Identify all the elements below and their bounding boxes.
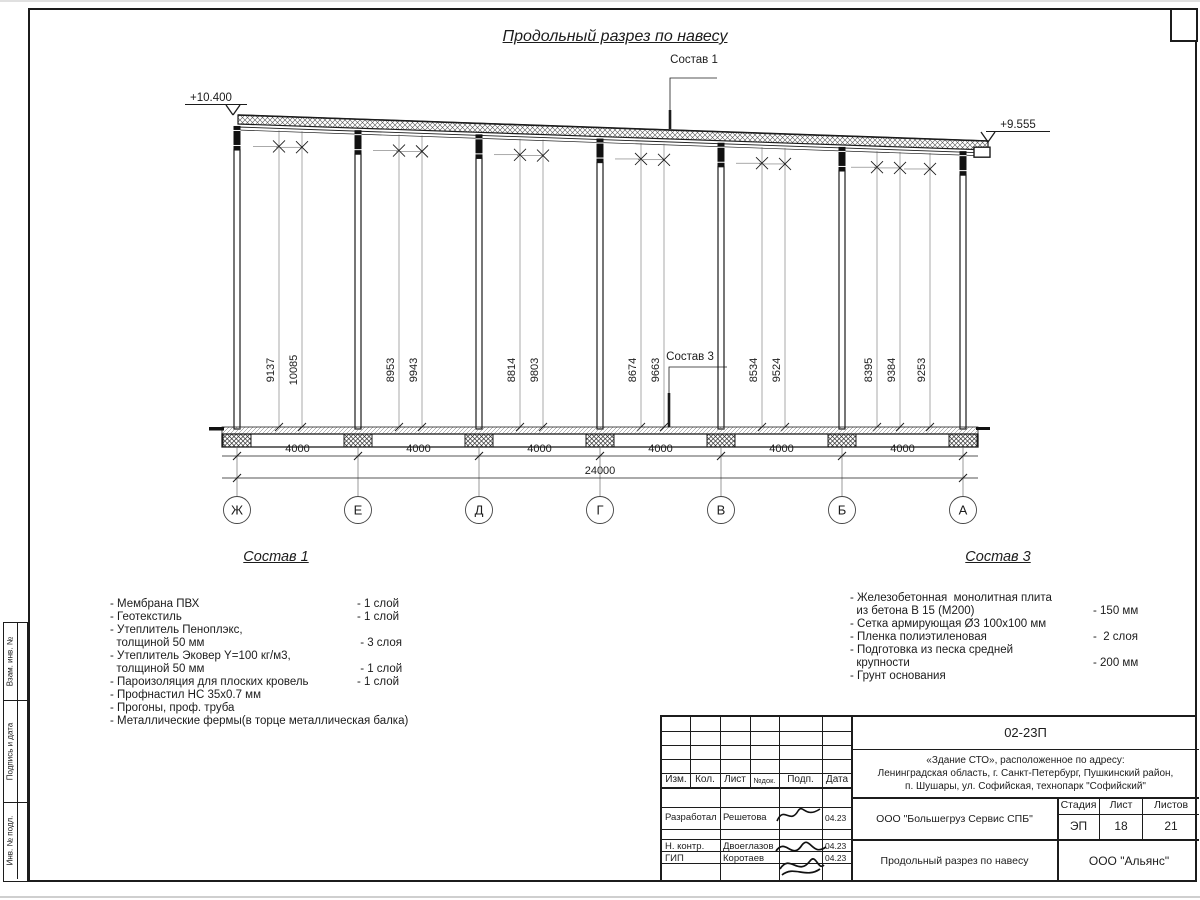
height-dim-label: 9943 [408,357,420,383]
spec-line [850,657,1190,670]
column-head [597,139,604,163]
bay-dim-label: 4000 [769,443,794,455]
tb-name-gip: Коротаев [723,853,765,864]
tb-stage-value: ЭП [1069,819,1088,833]
spec-line [110,637,490,650]
tb-col-izm: Изм. [665,774,687,785]
side-stamp-cell [4,701,27,803]
elevation-right-label: +9.555 [1000,119,1036,131]
spec-line-qty: - 1 слой [357,676,400,688]
spec-line-text: - Прогоны, проф. труба [110,702,235,714]
tb-col-list: Лист [724,774,746,785]
column-shaft [597,163,603,429]
divider [17,701,18,802]
spec-line-qty: - 200 мм [1093,657,1139,669]
spec-line-text: - Пленка полиэтиленовая [850,631,987,643]
spec-line-text: - Пароизоляция для плоских кровель [110,676,309,688]
spec-line [850,592,1190,605]
tb-col-kol: Кол. [695,774,715,785]
footing [465,434,493,447]
tb-stage-label: Стадия [1060,799,1097,811]
divider [17,623,18,700]
spec-line-text: - Мембрана ПВХ [110,598,200,610]
spec-line-text: - Железобетонная монолитная плита [850,592,1052,604]
spec-line-qty: - 1 слой [357,611,400,623]
spec-line [850,605,1190,618]
column-head [839,147,846,171]
column-shaft [960,175,966,429]
tb-sheets-label: Листов [1153,799,1189,811]
spec-line-qty: - 1 слой [357,663,403,675]
tb-address-line2: Ленинградская область, г. Санкт-Петербург, Пушкинский район, [877,768,1174,779]
tb-doc-number: 02-23П [1004,725,1047,740]
side-stamp-label: Инв. № подл. [5,815,15,866]
height-dim-label: 9663 [650,357,662,383]
tb-name-ncontr: Двоеглазов [723,841,774,852]
axis-bubble-label: А [958,502,968,518]
footing [828,434,856,447]
spec-line [110,676,490,689]
leader1-line [670,78,717,126]
tb-name-developer: Решетова [723,812,767,823]
elevation-left-label: +10.400 [190,92,232,104]
ground-slab [222,427,978,434]
leader3-label: Состав 3 [666,351,714,363]
spec-line-text: крупности [850,657,910,669]
tb-sheet-value: 18 [1114,819,1128,833]
bay-dim-label: 4000 [406,443,431,455]
tb-date-ncontr: 04.23 [825,841,847,851]
tb-col-podp: Подп. [787,774,814,785]
tb-col-ndok: №док. [753,776,776,785]
height-dim-label: 8395 [863,357,875,383]
bay-dim-label: 4000 [648,443,673,455]
spec-line-qty: - 3 слоя [357,637,403,649]
bay-dim-label: 4000 [890,443,915,455]
column-shaft [234,150,240,429]
height-dim-label: 8674 [627,357,639,383]
signature-developer [774,801,824,827]
tb-sheet-label: Лист [1109,799,1133,811]
roof-end-plate [974,147,990,157]
spec-line-text: - Подготовка из песка средней [850,644,1014,656]
spec-line [110,611,490,624]
spec-line [110,624,490,637]
footing [586,434,614,447]
axis-bubble-label: Г [596,502,604,518]
page-title: Продольный разрез по навесу [502,28,728,45]
footing [223,434,251,447]
total-dim-label: 24000 [584,465,616,477]
tb-sheets-value: 21 [1164,819,1178,833]
spec-line [110,598,490,611]
tb-col-data: Дата [825,774,849,785]
spec-line-qty: - 1 слой [357,598,400,610]
column-shaft [839,171,845,429]
spec-line [110,650,490,663]
spec-line-text: - Утеплитель Пеноплэкс, [110,624,243,636]
spec-line-text: - Профнастил НС 35х0.7 мм [110,689,261,701]
height-dim-label: 10085 [288,354,300,386]
height-dim-label: 8814 [506,357,518,383]
tb-address [852,754,1199,793]
spec-line [850,631,1190,644]
tb-address-line1: «Здание СТО», расположенное по адресу: [926,755,1125,766]
tb-role-gip: ГИП [665,853,684,864]
column-shaft [476,158,482,429]
spec-line-text: толщиной 50 мм [110,637,205,649]
side-stamp-label: Взам. инв. № [5,636,15,686]
spec-line [850,670,1190,683]
signature-gip [772,835,830,881]
spec-line-qty: - 2 слоя [1093,631,1139,643]
tb-date-gip: 04.23 [825,853,847,863]
column-shaft [718,167,724,429]
spec-line-qty: - 150 мм [1093,605,1139,617]
column-head [476,134,483,158]
height-dim-label: 8534 [748,357,760,383]
height-dim-label: 9384 [886,357,898,383]
axis-bubble-label: Б [837,502,847,518]
height-dim-label: 9137 [265,357,277,383]
spec-line [850,644,1190,657]
bay-dim-label: 4000 [285,443,310,455]
footing [344,434,372,447]
divider [17,803,18,879]
axis-bubble-label: Ж [230,502,244,518]
height-dim-label: 9253 [916,357,928,383]
spec-line-text: толщиной 50 мм [110,663,205,675]
side-stamp-cell [4,623,27,701]
spec-line [850,618,1190,631]
elevation-left-arrow [226,105,233,115]
column-shaft [355,154,361,429]
sostav1-list [110,598,490,728]
footing [949,434,977,447]
spec-line-text: - Утеплитель Эковер Y=100 кг/м3, [110,650,291,662]
height-dim-label: 8953 [385,357,397,383]
elevation-left-arrow [233,105,240,115]
tb-org: ООО "Альянс" [1088,853,1170,868]
spec-line-text: - Металлические фермы(в торце металлическая балка) [110,715,409,727]
side-stamp-cell [4,803,27,879]
side-stamp [3,622,28,882]
spec-line-text: - Геотекстиль [110,611,182,623]
sostav3-heading: Состав 3 [965,549,1031,565]
spec-line [110,663,490,676]
roof-band [238,115,988,150]
spec-line [110,689,490,702]
sostav3-list [850,592,1190,683]
tb-role-developer: Разработал [665,812,717,823]
height-dim-label: 9524 [771,357,783,383]
tb-company: ООО "Большегруз Сервис СПБ" [876,813,1033,825]
spec-line-text: - Сетка армирующая Ø3 100х100 мм [850,618,1047,630]
height-dim-label: 9803 [529,357,541,383]
column-head [355,130,362,154]
column-head [718,143,725,167]
spec-line [110,715,490,728]
tb-role-ncontr: Н. контр. [665,841,705,852]
slab-right-lip [976,427,990,430]
elevation-right-arrow [988,132,995,142]
tb-drawing-name: Продольный разрез по навесу [880,854,1029,867]
footing [707,434,735,447]
sostav1-heading: Состав 1 [243,549,309,565]
title-block [660,715,1197,882]
side-stamp-label: Подпись и дата [5,722,15,780]
spec-line-text: из бетона В 15 (М200) [850,605,975,617]
axis-bubble-label: В [716,502,726,518]
column-head [960,151,967,175]
axis-bubble-label: Д [474,502,484,518]
tb-date-developer: 04.23 [825,813,847,823]
spec-line [110,702,490,715]
bay-dim-label: 4000 [527,443,552,455]
axis-bubble-label: Е [353,502,363,518]
column-head [234,126,241,150]
leader1-label: Состав 1 [670,54,718,66]
slab-left-lip [209,427,224,431]
tb-address-line3: п. Шушары, ул. Софийская, технопарк "Софийский" [905,781,1146,792]
spec-line-text: - Грунт основания [850,670,946,682]
